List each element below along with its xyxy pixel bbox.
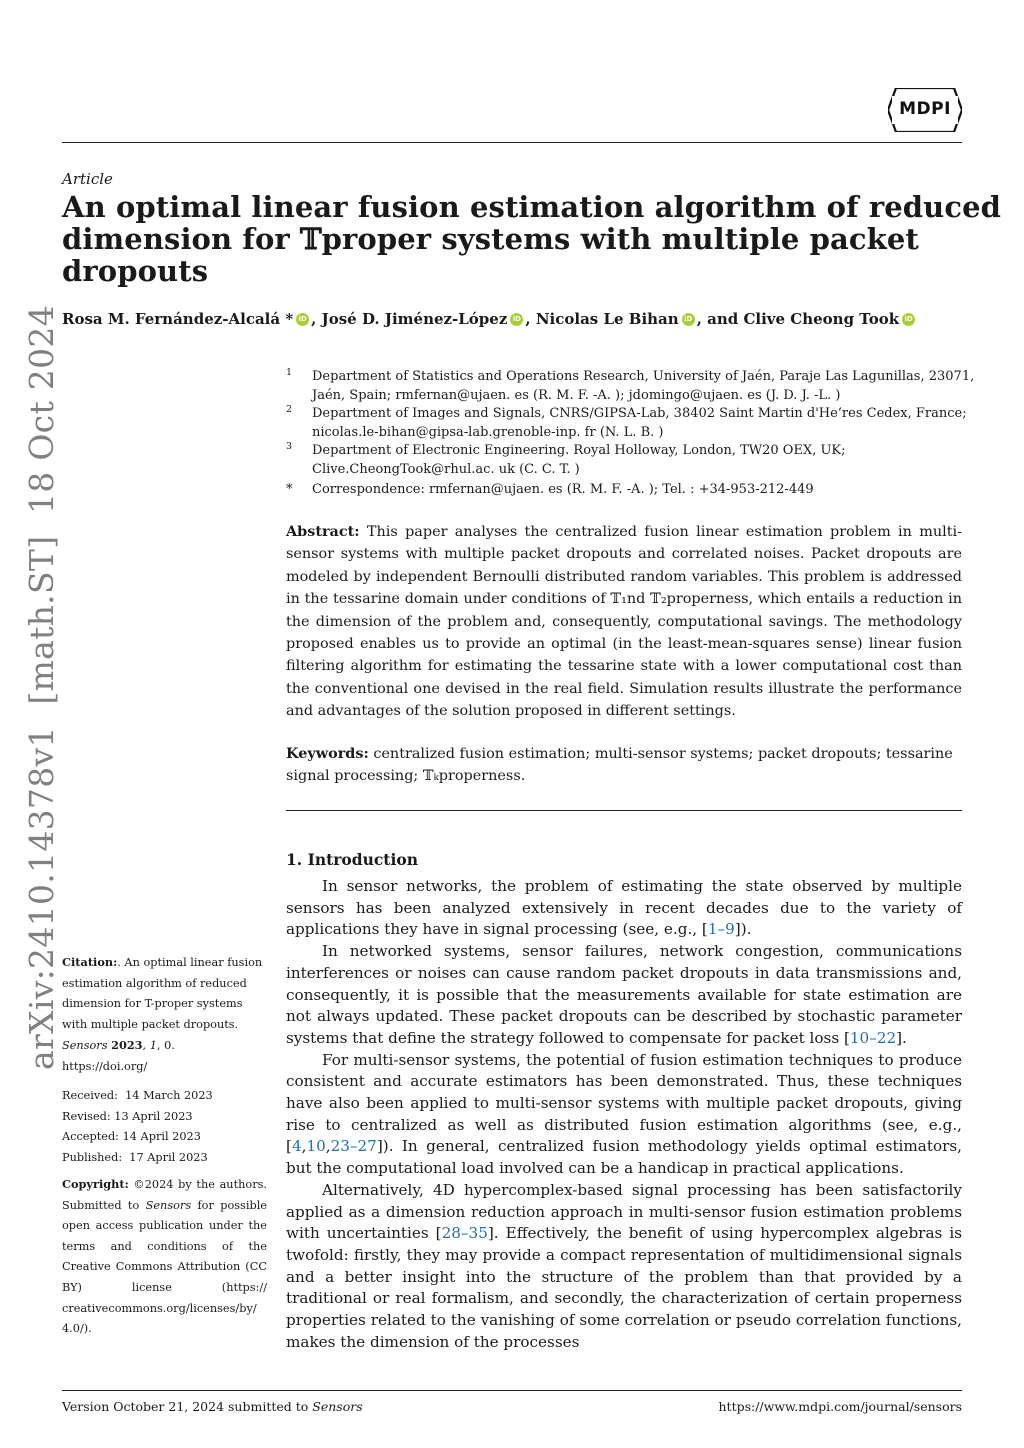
copyright-journal: Sensors bbox=[145, 1198, 192, 1212]
correspondence-line: Correspondence: rmfernan@ujaen. es (R. M. F. -A. ); Tel. : +34-953-212-449 bbox=[312, 482, 814, 497]
body-paragraph bbox=[286, 941, 962, 1050]
keywords bbox=[286, 743, 962, 787]
affiliation-line: Jaén, Spain; rmfernan@ujaen. es (R. M. F. -A. ); jdomingo@ujaen. es (J. D. J. -L. ) bbox=[312, 387, 841, 403]
footer-journal-url[interactable]: https://www.mdpi.com/journal/sensors bbox=[718, 1399, 962, 1414]
mdpi-logo bbox=[888, 88, 962, 132]
body-text-run: ]. bbox=[896, 1028, 907, 1047]
body-text-run: In sensor networks, the problem of estimating the state observed by multiple sensors has been analyzed extensively in recent decades due to the variety of applications they have in signal processing (see, e.g., [ bbox=[286, 877, 962, 939]
author-separator: , and bbox=[696, 310, 744, 328]
author-name: Nicolas Le Bihan bbox=[535, 310, 679, 328]
arxiv-stamp: arXiv:2410.14378v1 [math.ST] 18 Oct 2024 bbox=[22, 305, 61, 1070]
title-line-1: An optimal linear fusion estimation algorithm of reduced bbox=[62, 190, 1002, 224]
citation-volume: 1 bbox=[149, 1039, 157, 1053]
orcid-icon[interactable]: iD bbox=[682, 313, 695, 326]
author-separator: , bbox=[311, 310, 322, 328]
footer-version-text: Version October 21, 2024 submitted to bbox=[62, 1399, 309, 1414]
article-type-label: Article bbox=[62, 170, 113, 188]
header-rule bbox=[62, 142, 962, 143]
abstract-text: This paper analyses the centralized fusion linear estimation problem in multi-sensor systems with multiple packet dropouts and correlated noises. Packet dropouts are modeled by independent Bernoulli distributed random variables. This problem is addressed in the tessarine domain under conditions of 𝕋₁nd 𝕋₂properness, which entails a reduction in the dimension of the problem and, consequently, computational savings. The methodology proposed enables us to provide an optimal (in the least-mean-squares sense) linear fusion filtering algorithm for estimating the tessarine state with a lower computational cost than the conventional one devised in the real field. Simulation results illustrate the performance and advantages of the solution proposed in different settings. bbox=[286, 524, 962, 720]
keywords-label: Keywords: bbox=[286, 745, 369, 762]
citation-link[interactable]: 23–27 bbox=[330, 1137, 377, 1156]
affiliation-marker: 2 bbox=[286, 404, 293, 415]
affiliation-item bbox=[286, 442, 966, 479]
affiliation-item bbox=[286, 367, 975, 405]
citation-link[interactable]: 4 bbox=[291, 1137, 302, 1156]
body-paragraph bbox=[286, 1180, 962, 1354]
body-text-run: In networked systems, sensor failures, network congestion, communications interferences or noises can cause random packet dropouts in data transmissions and, consequently, it is possible that the measurements available for state estimation are not always updated. These packet dropouts can be described by stochastic parameter systems that define the strategy followed to compensate for packet loss [ bbox=[286, 942, 962, 1047]
affiliation-marker: 1 bbox=[286, 367, 293, 378]
published-date: Published: 17 April 2023 bbox=[62, 1150, 208, 1164]
citation-link[interactable]: 1–9 bbox=[707, 920, 735, 939]
abstract-label: Abstract: bbox=[286, 523, 360, 540]
body-text-run: ]). In general, centralized fusion methodology yields optimal estimators, but the computational load involved can be a handicap in practical applications. bbox=[286, 1137, 962, 1178]
citation-link[interactable]: 10 bbox=[306, 1137, 326, 1156]
affiliation-line: Department of Electronic Engineering. Royal Holloway, London, TW20 OEX, UK; bbox=[312, 443, 846, 458]
section-heading: 1. Introduction bbox=[286, 850, 418, 869]
footer-journal: Sensors bbox=[312, 1399, 363, 1414]
body-text-run: Alternatively, 4D hypercomplex-based signal processing has been satisfactorily applied as a dimension reduction approach in multi-sensor fusion estimation problems with uncertainties [ bbox=[286, 1180, 962, 1243]
author-list bbox=[62, 310, 917, 328]
title-line-3: dropouts bbox=[62, 254, 209, 288]
author-name: Rosa M. Fernández-Alcalá * bbox=[62, 310, 294, 328]
citation-doi-link[interactable]: https://doi.org/ bbox=[62, 1059, 148, 1073]
citation-page: , 0. bbox=[156, 1039, 175, 1053]
copyright-box bbox=[62, 1174, 267, 1340]
citation-journal: Sensors bbox=[62, 1039, 108, 1053]
citation-link[interactable]: 28–35 bbox=[441, 1224, 488, 1243]
affiliations bbox=[286, 367, 975, 500]
orcid-icon[interactable]: iD bbox=[510, 313, 523, 326]
affiliation-marker: 3 bbox=[286, 441, 293, 452]
body-text-run: , bbox=[325, 1137, 331, 1156]
copyright-pre: ©2024 by the authors. Submitted to bbox=[62, 1178, 267, 1212]
footer-version bbox=[62, 1399, 363, 1414]
body-paragraph bbox=[286, 876, 962, 941]
keywords-text: centralized fusion estimation; multi-sensor systems; packet dropouts; tessarine signal processing; 𝕋ₖproperness. bbox=[286, 746, 953, 784]
title-line-2: dimension for 𝕋proper systems with multiple packet bbox=[62, 222, 919, 256]
body-paragraph bbox=[286, 1050, 962, 1180]
author-separator: , bbox=[525, 310, 536, 328]
author-name: José D. Jiménez-López bbox=[321, 310, 508, 328]
citation-year: 2023 bbox=[111, 1038, 143, 1053]
abstract bbox=[286, 521, 962, 723]
affiliation-item bbox=[286, 405, 966, 442]
affiliation-line: Department of Images and Signals, CNRS/GIPSA-Lab, 38402 Saint Martin d'He‘res Cedex, France; bbox=[312, 406, 967, 421]
accepted-date: Accepted: 14 April 2023 bbox=[62, 1130, 201, 1144]
revised-date: Revised: 13 April 2023 bbox=[62, 1109, 193, 1123]
orcid-icon[interactable]: iD bbox=[296, 313, 309, 326]
author-name: Clive Cheong Took bbox=[743, 310, 900, 328]
affiliation-line: Department of Statistics and Operations Research, University of Jaén, Paraje Las Lagunillas, 23071, bbox=[312, 369, 975, 384]
logo-text: MDPI bbox=[899, 99, 951, 119]
correspondence-marker: * bbox=[286, 482, 293, 497]
paper-title bbox=[62, 190, 1002, 288]
introduction-body bbox=[286, 876, 962, 1353]
copyright-license-text: for possible open access publication under the terms and conditions of the Creative Commons Attribution (CC BY) license (https:// creativecommons.org/licenses/by/ 4.0/). bbox=[62, 1198, 267, 1336]
citation-box: Citation:. An optimal linear fusion estimation algorithm of reduced dimension for T-proper systems with multiple packet dropouts. Sensors 2023, 1, 0. https://doi.org/ bbox=[62, 952, 267, 1078]
body-text-run: ]. Effectively, the benefit of using hypercomplex algebras is twofold: firstly, they may provide a compact representation of multidimensional signals and a better insight into the structure of the problem than that provided by a traditional or real formalism, and secondly, the characterization of certain properness properties related to the vanishing of some correlation or pseudo correlation functions, makes the dimension of the processes bbox=[286, 1224, 962, 1351]
copyright-label: Copyright: bbox=[62, 1177, 129, 1191]
affiliation-line: Clive.CheongTook@rhul.ac. uk (C. C. T. ) bbox=[312, 461, 580, 477]
citation-text: . An optimal linear fusion estimation algorithm of reduced dimension for T-proper systems with multiple packet dropouts. bbox=[62, 956, 263, 1031]
citation-link[interactable]: 10–22 bbox=[849, 1028, 897, 1047]
orcid-icon[interactable]: iD bbox=[902, 313, 915, 326]
correspondence-item bbox=[286, 481, 966, 500]
dates-box bbox=[62, 1086, 267, 1168]
affiliation-line: nicolas.le-bihan@gipsa-lab.grenoble-inp. fr (N. L. B. ) bbox=[312, 424, 664, 440]
body-text-run: For multi-sensor systems, the potential of fusion estimation techniques to produce consistent and accurate estimators has been demonstrated. Thus, these techniques have also been applied to multi-sensor systems with multiple packet dropouts, giving rise to centralized as well as distributed fusion estimation algorithms (see, e.g., [ bbox=[286, 1050, 962, 1156]
body-text-run: ]). bbox=[734, 920, 752, 939]
received-date: Received: 14 March 2023 bbox=[62, 1089, 213, 1102]
abstract-rule bbox=[286, 810, 962, 811]
citation-label: Citation: bbox=[62, 955, 118, 969]
footer-rule bbox=[62, 1390, 962, 1391]
body-text-run: , bbox=[301, 1137, 307, 1156]
